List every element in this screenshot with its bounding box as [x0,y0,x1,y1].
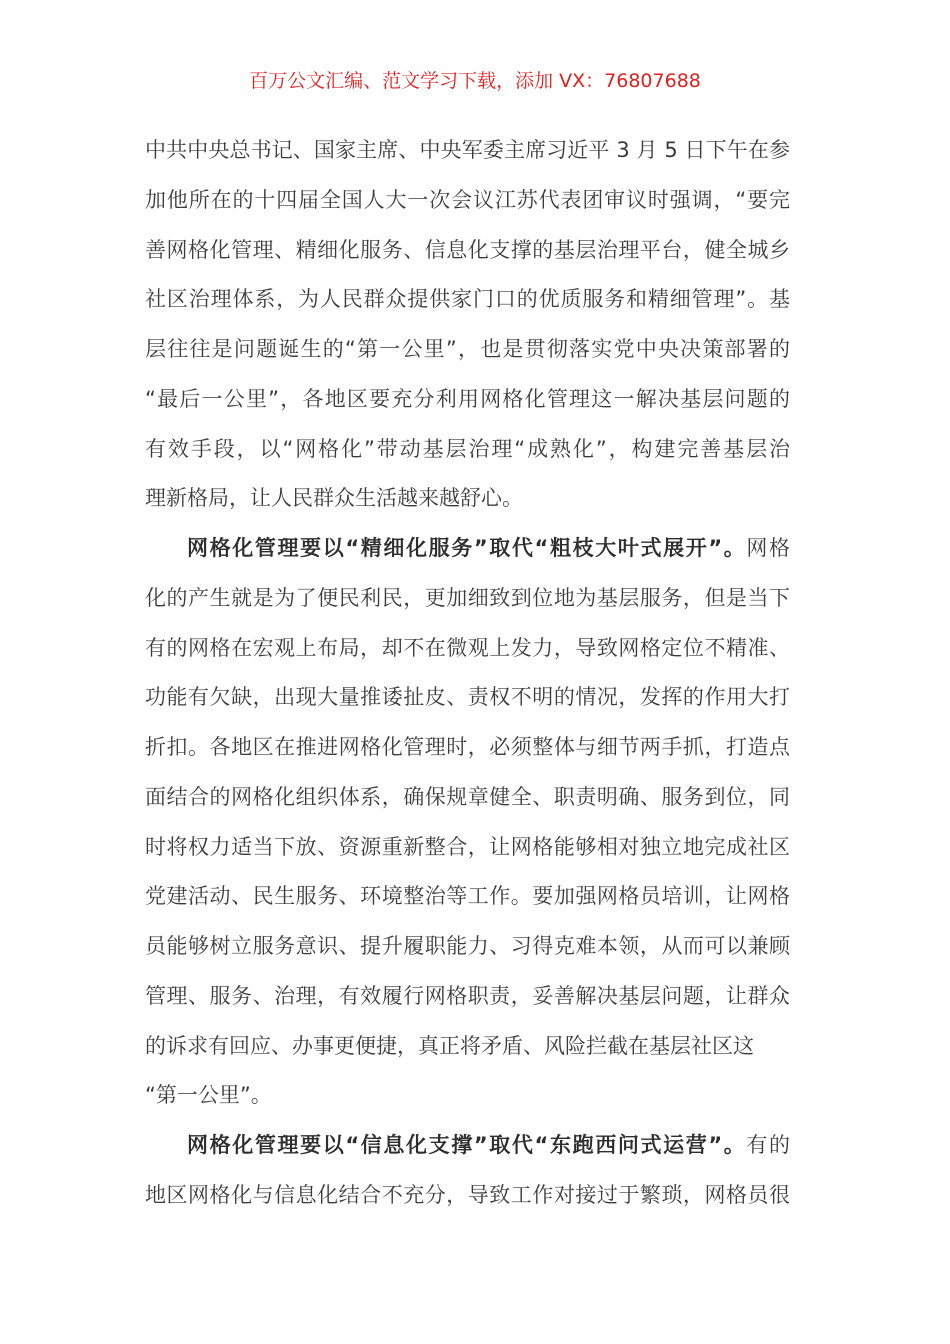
text-line [145,1181,790,1231]
text-line [145,1131,790,1181]
line-text: 有效手段，以“网格化”带动基层治理“成熟化”，构建完善基层治 [145,436,790,461]
line-text: 理新格局，让人民群众生活越来越舒心。 [145,486,523,511]
line-text: 层往往是问题诞生的“第一公里”，也是贯彻落实党中央决策部署的 [145,337,790,361]
text-line [145,136,790,186]
text-line [145,484,790,534]
line-text: 地区网格化与信息化结合不充分，导致工作对接过于繁琐，网格员很 [145,1182,790,1207]
paragraph-heading: 网格化管理要以“精细化服务”取代“粗枝大叶式展开”。 [187,536,747,560]
line-text: “第一公里”。 [145,1083,272,1108]
text-line [145,186,790,236]
line-text: 管理、服务、治理，有效履行网格职责，妥善解决基层问题，让群众 [145,983,790,1008]
line-text: 有的网格在宏观上布局，却不在微观上发力，导致网格定位不精准、 [145,635,790,660]
line-text: 折扣。各地区在推进网格化管理时，必须整体与细节两手抓，打造点 [145,735,790,759]
text-line [145,683,790,733]
paragraph [145,1131,790,1231]
text-line [145,534,790,584]
text-line [145,236,790,286]
text-line [145,982,790,1032]
text-line [145,733,790,783]
line-text: 化的产生就是为了便民利民，更加细致到位地为基层服务，但是当下 [145,585,790,610]
watermark-header: 百万公文汇编、范文学习下载，添加 VX：76807688 [249,70,701,92]
text-line [145,435,790,485]
line-text: 时将权力适当下放、资源重新整合，让网格能够相对独立地完成社区 [145,834,790,859]
paragraph [145,534,790,1131]
text-line [145,882,790,932]
line-text: 员能够树立服务意识、提升履职能力、习得克难本领，从而可以兼顾 [145,934,790,958]
text-line [145,285,790,335]
line-text: 加他所在的十四届全国人大一次会议江苏代表团审议时强调，“要完 [145,187,790,212]
document-body [145,136,790,1231]
text-line [145,783,790,833]
text-line [145,1032,790,1082]
line-text: 功能有欠缺，出现大量推诿扯皮、责权不明的情况，发挥的作用大打 [145,685,790,710]
text-line [145,335,790,385]
paragraph-heading: 网格化管理要以“信息化支撑”取代“东跑西问式运营”。 [187,1133,747,1157]
text-line [145,385,790,435]
paragraph [145,136,790,534]
text-line [145,634,790,684]
text-line [145,1081,790,1131]
line-text: “最后一公里”，各地区要充分利用网格化管理这一解决基层问题的 [145,386,790,411]
line-text: 面结合的网格化组织体系，确保规章健全、职责明确、服务到位，同 [145,784,790,809]
text-line [145,584,790,634]
text-line [145,932,790,982]
line-text: 善网格化管理、精细化服务、信息化支撑的基层治理平台，健全城乡 [145,237,790,262]
line-text: 中共中央总书记、国家主席、中央军委主席习近平 3 月 5 日下午在参 [145,138,790,162]
text-line [145,833,790,883]
line-text: 的诉求有回应、办事更便捷，真正将矛盾、风险拦截在基层社区这 [145,1033,754,1058]
line-text: 党建活动、民生服务、环境整治等工作。要加强网格员培训，让网格 [145,884,790,909]
line-text: 网格 [746,536,790,560]
line-text: 有的 [746,1133,790,1157]
line-text: 社区治理体系，为人民群众提供家门口的优质服务和精细管理”。基 [145,287,790,312]
